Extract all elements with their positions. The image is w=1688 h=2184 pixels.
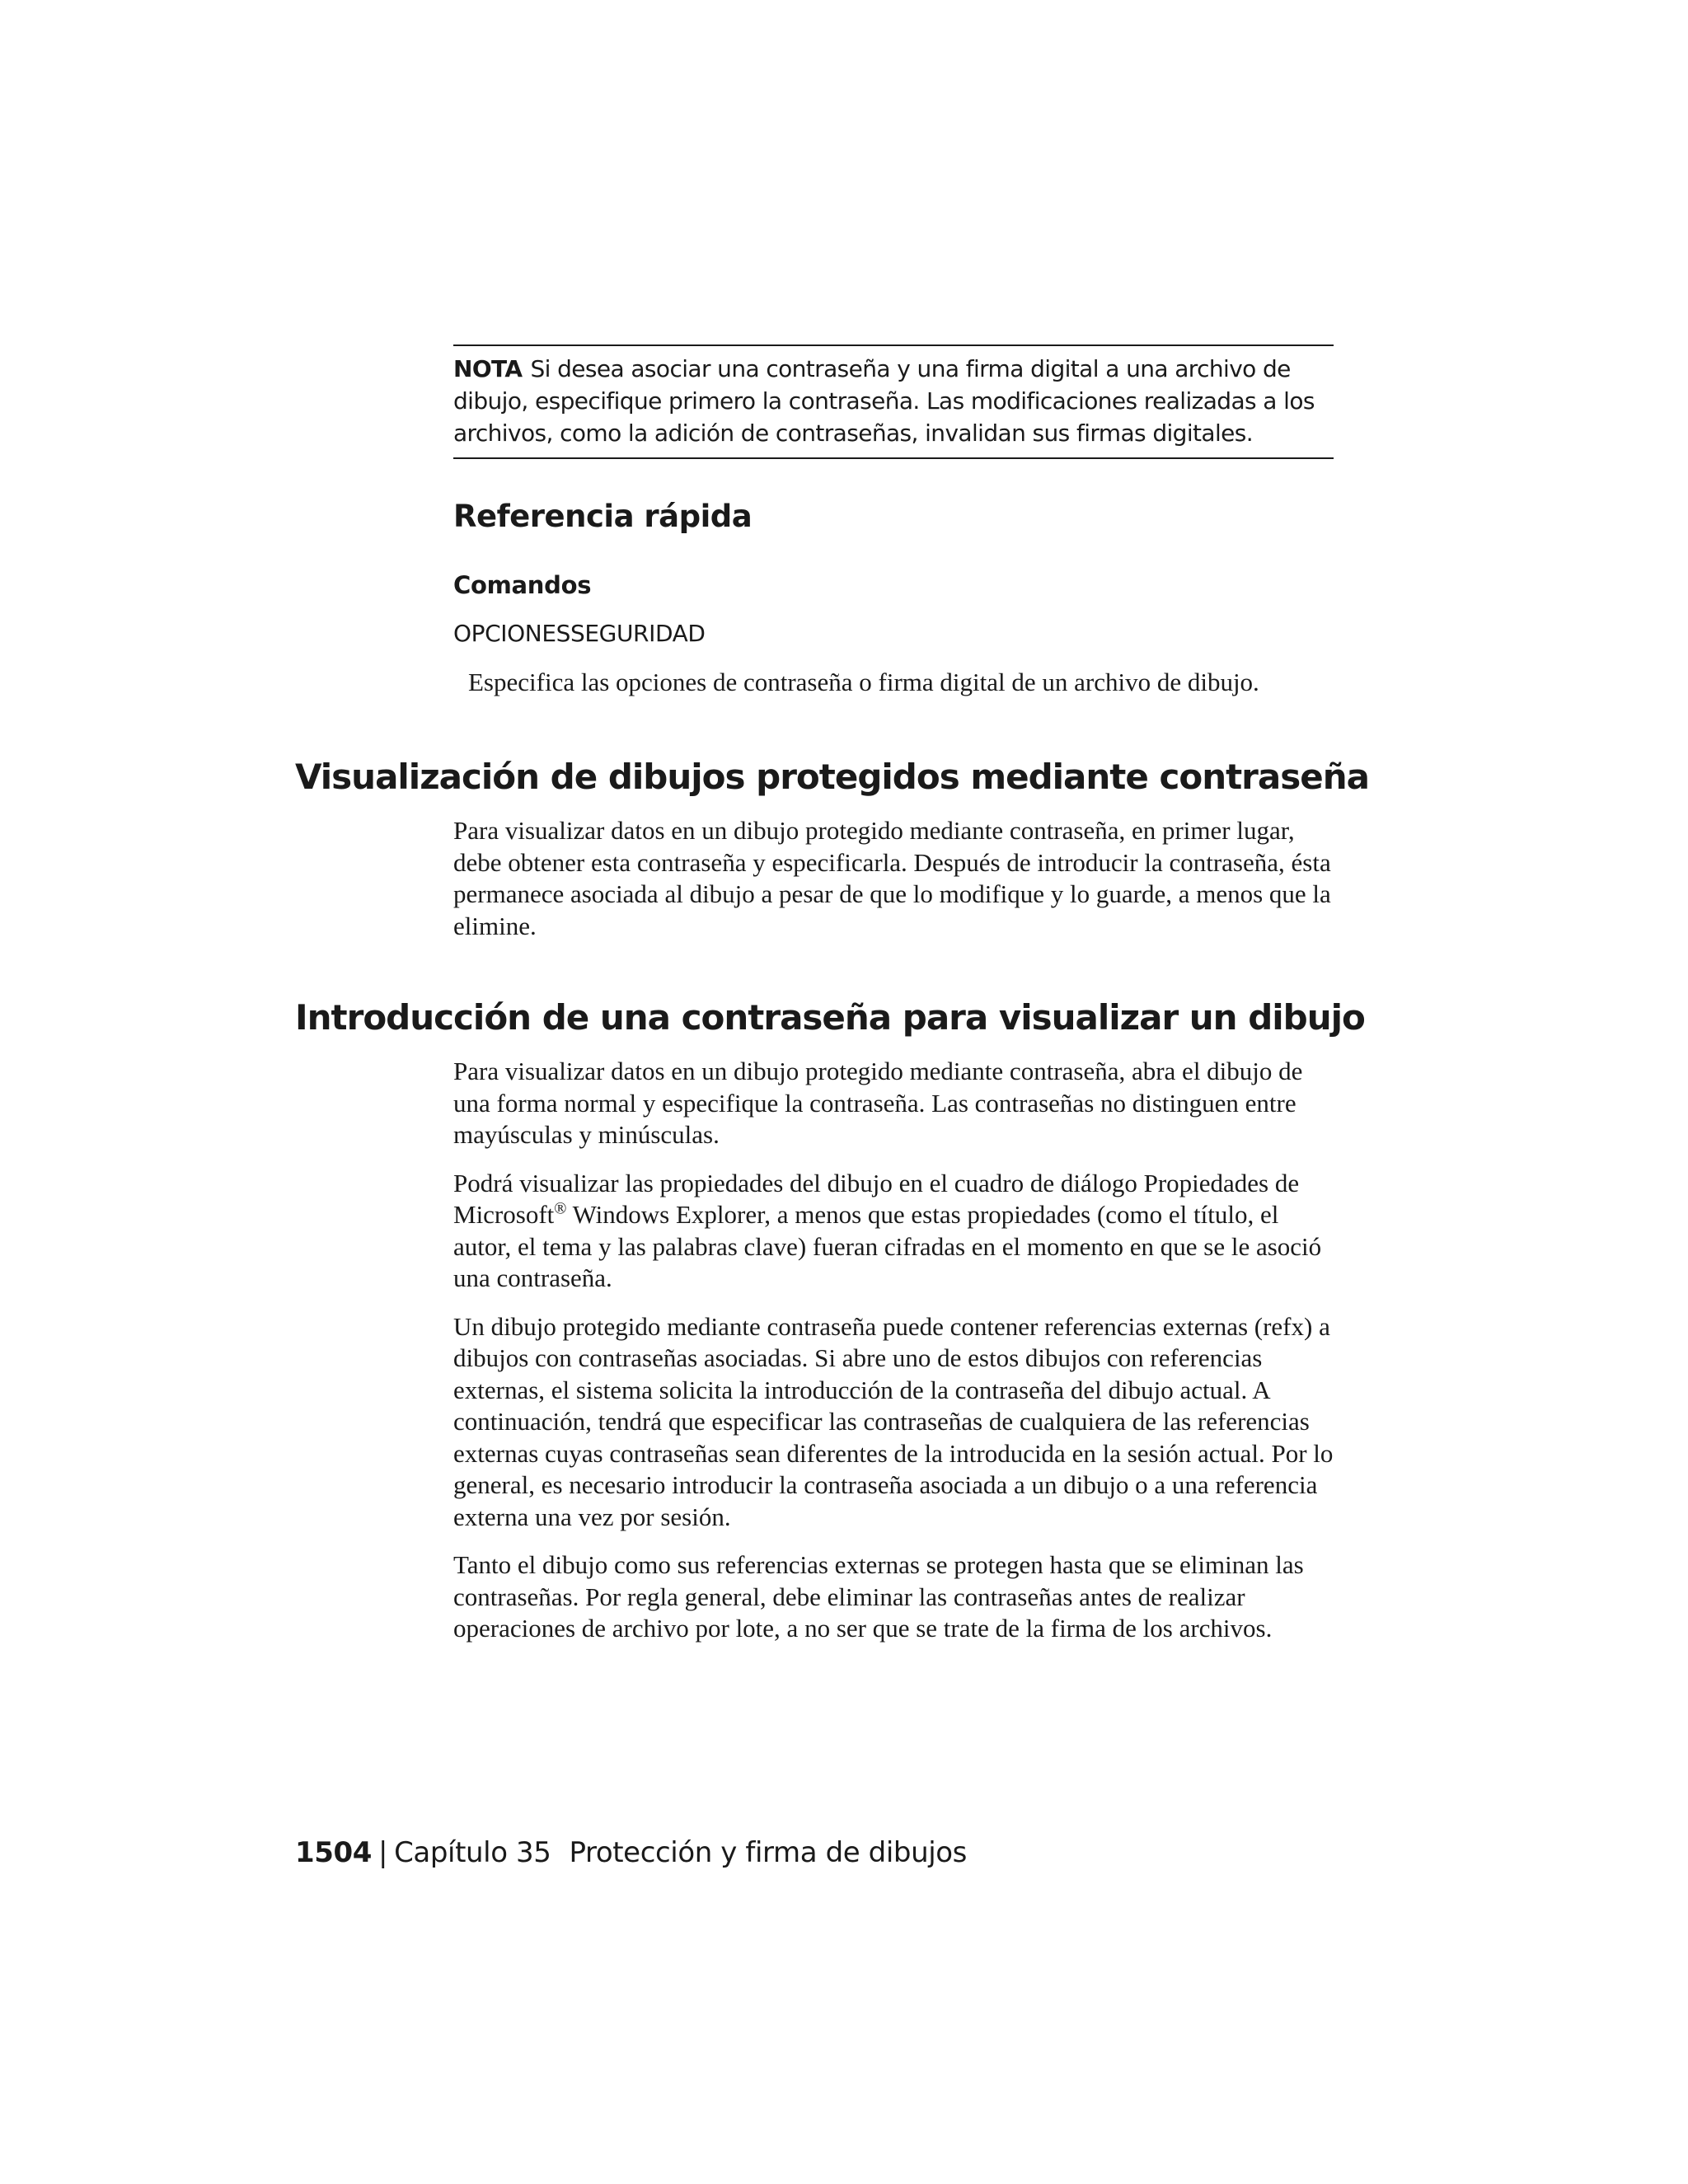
- command-description: Especifica las opciones de contraseña o firma digital de un archivo de dibujo.: [468, 668, 1259, 696]
- note-text: Si desea asociar una contraseña y una firma digital a una archivo de dibujo, especifique primero la contraseña. Las modificaciones realizadas a los archivos, como la adición de contraseñas, invalidan sus firmas digitales.: [453, 355, 1315, 447]
- paragraph: Para visualizar datos en un dibujo protegido mediante contraseña, en primer lugar, debe obtener esta contraseña y especificarla. Después de introducir la contraseña, ésta permanece asociada al dibujo a pesar de que lo modifique y lo guarde, a menos que la elimine.: [453, 816, 1331, 940]
- quick-reference-heading: Referencia rápida: [453, 499, 753, 534]
- paragraph: Tanto el dibujo como sus referencias externas se protegen hasta que se eliminan las contraseñas. Por regla general, debe eliminar las contraseñas antes de realizar operaciones de archivo por lote, a no ser que se trate de la firma de los archivos.: [453, 1550, 1304, 1643]
- chapter-title: Protección y firma de dibujos: [569, 1836, 967, 1869]
- paragraph: Para visualizar datos en un dibujo protegido mediante contraseña, abra el dibujo de una forma normal y especifique la contraseña. Las contraseñas no distinguen entre mayúsculas y minúsculas.: [453, 1057, 1303, 1149]
- page-footer: [295, 1836, 967, 1869]
- section-heading-entering: Introducción de una contraseña para visualizar un dibujo: [295, 997, 1365, 1038]
- footer-separator: |: [378, 1836, 388, 1869]
- paragraph-text: Podrá visualizar las propiedades del dibujo en el cuadro de diálogo Propiedades de Microsoft: [453, 1168, 1300, 1229]
- page-number: 1504: [295, 1836, 373, 1869]
- section-heading-viewing: Visualización de dibujos protegidos mediante contraseña: [295, 757, 1369, 797]
- note-label: NOTA: [453, 355, 523, 382]
- command-name: OPCIONESSEGURIDAD: [453, 620, 706, 647]
- paragraph-text: Windows Explorer, a menos que estas propiedades (como el título, el autor, el tema y las palabras clave) fueran cifradas en el momento en que se le asoció una contraseña.: [453, 1200, 1322, 1292]
- paragraph: Un dibujo protegido mediante contraseña puede contener referencias externas (refx) a dibujos con contraseñas asociadas. Si abre uno de estos dibujos con referencias externas, el sistema solicita la introducción de la contraseña del dibujo actual. A continuación, tendrá que especificar las contraseñas de cualquiera de las referencias externas cuyas contraseñas sean diferentes de la introducida en la sesión actual. Por lo general, es necesario introducir la contraseña asociada a un dibujo o a una referencia externa una vez por sesión.: [453, 1311, 1334, 1531]
- commands-heading: Comandos: [453, 571, 592, 599]
- section-body-viewing: [453, 815, 1335, 958]
- note-box: [453, 344, 1334, 459]
- chapter-label: Capítulo 35: [394, 1836, 551, 1869]
- paragraph: [453, 1168, 1335, 1295]
- registered-mark: ®: [554, 1199, 567, 1218]
- section-body-entering: [453, 1056, 1335, 1661]
